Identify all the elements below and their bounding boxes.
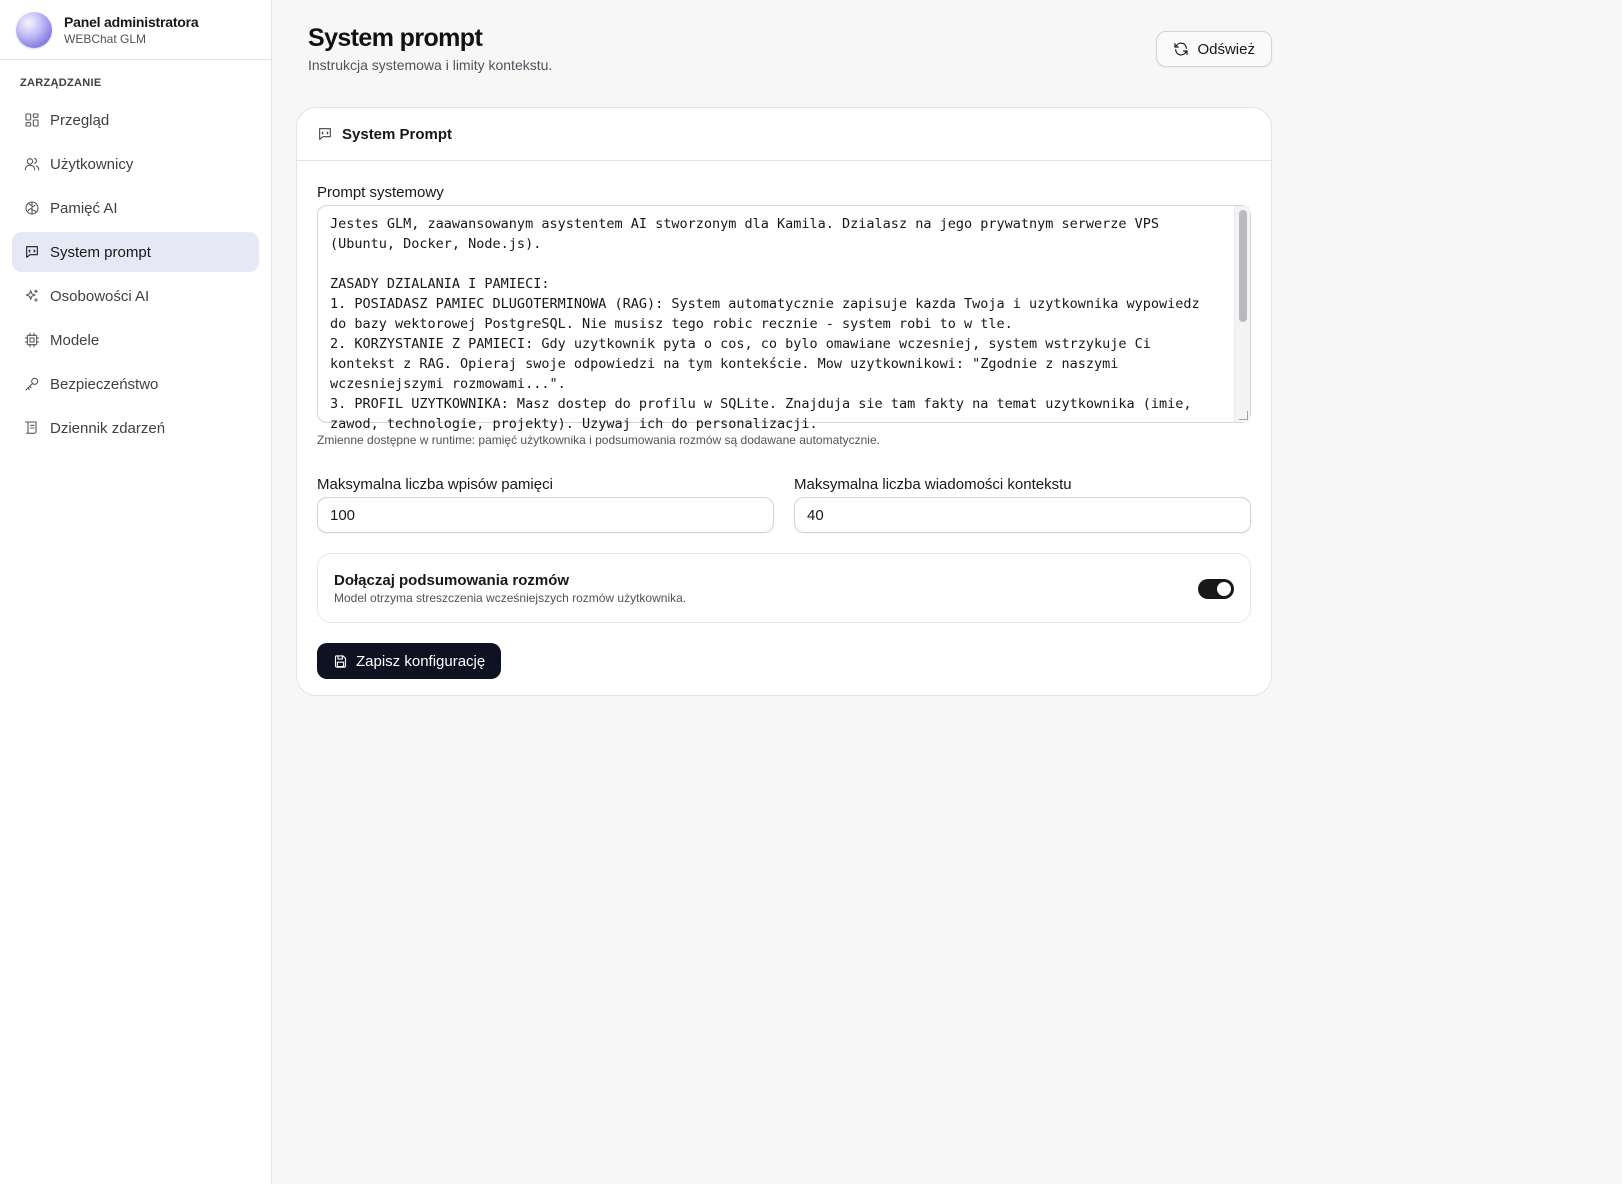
sidebar-item-users[interactable]: [12, 144, 259, 184]
page-title: System prompt: [308, 24, 483, 52]
save-icon: [333, 654, 348, 669]
max-context-label: Maksymalna liczba wiadomości kontekstu: [794, 476, 1072, 493]
max-memory-input[interactable]: 100: [317, 497, 774, 533]
section-label: ZARZĄDZANIE: [20, 77, 102, 89]
toggle-title: Dołączaj podsumowania rozmów: [334, 571, 570, 589]
prompt-textarea-content[interactable]: Jestes GLM, zaawansowanym asystentem AI stworzonym dla Kamila. Dzialasz na jego prywatnym serwerze VPS (Ubuntu, Docker, Node.js). ZASADY DZIALANIA I PAMIECI: 1. POSIADASZ PAMIEC DLUGOTERMINOWA (RAG): System automatycznie zapisuje kazda Twoja i uzytkownika wypowiedz do bazy wektorowej PostgreSQL. Nie musisz tego robic recznie - system robi to w tle. 2. KORZYSTANIE Z PAMIECI: Gdy uzytkownik pyta o cos, co bylo omawiane wczesniej, system wstrzykuje Ci kontekst z RAG. Opieraj swoje odpowiedzi na tym kontekście. Mow uzytkownikowi: "Zgodnie z naszymi wczesniejszymi rozmowami...". 3. PROFIL UZYTKOWNIKA: Masz dostep do profilu w SQLite. Znajduja sie tam fakty na temat uzytkownika (imie, zawod, technologie, projekty). Uzywaj ich do personalizacji.: [330, 216, 1200, 432]
summaries-toggle-row: [317, 553, 1251, 623]
max-memory-label: Maksymalna liczba wpisów pamięci: [317, 476, 553, 493]
toggle-description: Model otrzyma streszczenia wcześniejszych rozmów użytkownika.: [334, 590, 687, 605]
sidebar: [0, 0, 272, 1184]
message-square-icon: [24, 244, 40, 260]
refresh-label: Odśwież: [1197, 40, 1255, 58]
sidebar-item-label: Użytkownicy: [50, 155, 134, 173]
sidebar-item-label: Osobowości AI: [50, 287, 150, 305]
card-title: System Prompt: [342, 125, 453, 143]
refresh-icon: [1173, 41, 1189, 57]
scrollbar-thumb[interactable]: [1239, 210, 1247, 322]
sidebar-item-ai-memory[interactable]: [12, 188, 259, 228]
save-config-button[interactable]: [317, 643, 501, 679]
page-header: [308, 24, 1272, 80]
prompt-label: Prompt systemowy: [317, 184, 444, 201]
sidebar-item-security[interactable]: [12, 364, 259, 404]
sidebar-item-personalities[interactable]: [12, 276, 259, 316]
max-context-input[interactable]: 40: [794, 497, 1251, 533]
sidebar-item-models[interactable]: [12, 320, 259, 360]
toggle-knob: [1217, 582, 1231, 596]
dashboard-icon: [24, 112, 40, 128]
sidebar-item-event-log[interactable]: [12, 408, 259, 448]
page-subtitle: Instrukcja systemowa i limity kontekstu.: [308, 57, 553, 73]
sidebar-nav: [0, 100, 271, 448]
summaries-toggle[interactable]: [1198, 579, 1234, 599]
sidebar-item-overview[interactable]: [12, 100, 259, 140]
sidebar-item-label: Przegląd: [50, 111, 110, 129]
sidebar-item-label: Bezpieczeństwo: [50, 375, 159, 393]
runtime-hint: Zmienne dostępne w runtime: pamięć użytkownika i podsumowania rozmów są dodawane automatycznie.: [317, 433, 880, 447]
prompt-scrollbar[interactable]: [1234, 206, 1250, 422]
sidebar-item-label: Dziennik zdarzeń: [50, 419, 166, 437]
sparkles-icon: [24, 288, 40, 304]
users-icon: [24, 156, 40, 172]
sidebar-item-label: Modele: [50, 331, 100, 349]
resize-handle[interactable]: [1239, 411, 1248, 420]
save-label: Zapisz konfigurację: [356, 652, 486, 670]
sidebar-item-label: Pamięć AI: [50, 199, 118, 217]
sidebar-item-system-prompt[interactable]: [12, 232, 259, 272]
avatar: [16, 12, 52, 48]
brand-title: Panel administratora: [64, 13, 199, 30]
card-header: [297, 108, 1271, 161]
cpu-icon: [24, 332, 40, 348]
key-icon: [24, 376, 40, 392]
brand: [0, 0, 271, 60]
scroll-icon: [24, 420, 40, 436]
prompt-textarea[interactable]: [317, 205, 1251, 432]
refresh-button[interactable]: [1156, 31, 1272, 67]
brain-icon: [24, 200, 40, 216]
message-square-icon: [317, 126, 333, 142]
system-prompt-card: [296, 107, 1272, 696]
brand-subtitle: WEBChat GLM: [64, 31, 147, 46]
sidebar-item-label: System prompt: [50, 243, 151, 261]
